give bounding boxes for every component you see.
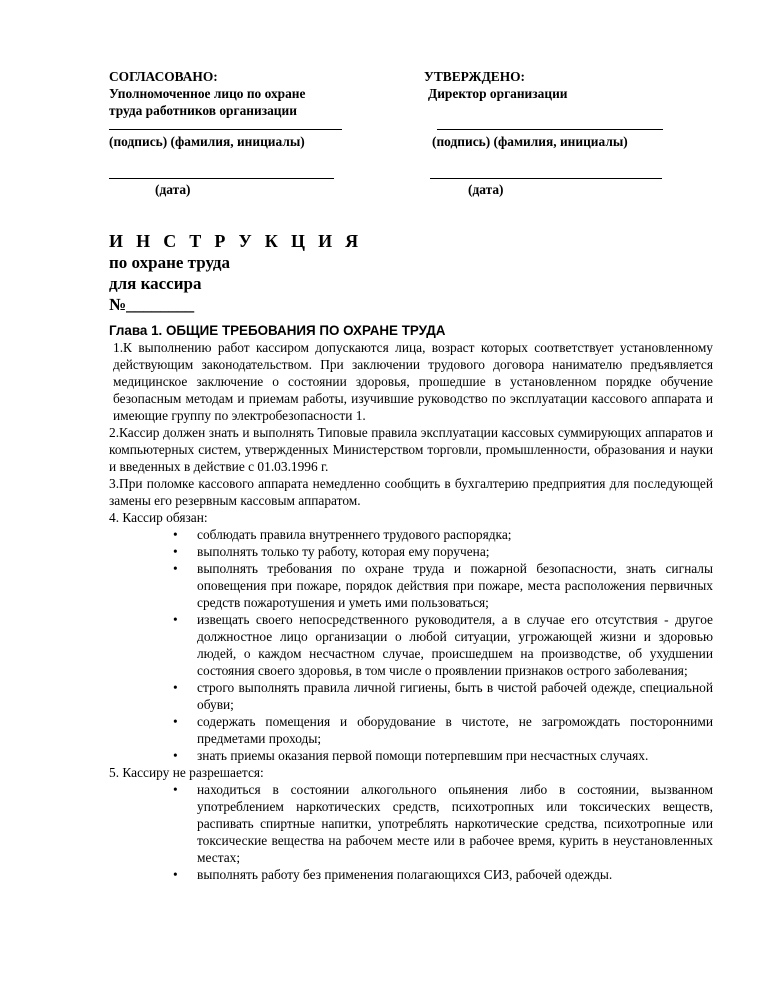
bullet-icon: • <box>173 680 178 695</box>
date-line-right <box>430 178 662 179</box>
title-number: №________ <box>109 295 195 314</box>
signature-line-right <box>437 129 663 130</box>
date-label-left: (дата) <box>155 182 191 197</box>
list-item: • содержать помещения и оборудование в чистоте, не загромождать посторонними предметами проходы; <box>173 714 713 746</box>
bullet-icon: • <box>173 748 178 763</box>
date-line-left <box>109 178 334 179</box>
approval-right-line1: Директор организации <box>428 86 568 101</box>
bullet-icon: • <box>173 782 178 797</box>
bullet-icon: • <box>173 527 178 542</box>
document-body <box>109 322 713 883</box>
duties-list <box>109 526 713 764</box>
paragraph-3: 3.При поломке кассового аппарата немедленно сообщить в бухгалтерию предприятия для последующей замены его резервным кассовым аппаратом. <box>109 476 713 508</box>
paragraph-1: 1.К выполнению работ кассиром допускаются лица, возраст которых соответствует установленному действующим законодательством. При заключении трудового договора нанимателю предъявляется медицинское заключение о состоянии здоровья, прошедшие в установленном порядке обучение безопасным методам и приемам работы, изучившие руководство по эксплуатации кассового аппарата и имеющие группу по электробезопасности 1. <box>113 340 713 423</box>
list-item: • извещать своего непосредственного руководителя, а в случае его отсутствия - другое должностное лицо организации о любой ситуации, угрожающей жизни и здоровью людей, о каждом несчастном случае, происшедшем на производстве, об ухудшении состояния своего здоровья, в том числе о проявлении признаков острого заболевания; <box>173 612 713 678</box>
signature-label-left: (подпись) (фамилия, инициалы) <box>109 134 305 149</box>
bullet-icon: • <box>173 714 178 729</box>
document-title <box>109 231 362 315</box>
prohibitions-list <box>109 781 713 883</box>
bullet-icon: • <box>173 544 178 559</box>
bullet-icon: • <box>173 867 178 882</box>
bullet-icon: • <box>173 612 178 627</box>
title-subject: по охране труда <box>109 253 230 272</box>
bullet-icon: • <box>173 561 178 576</box>
chapter-heading: Глава 1. ОБЩИЕ ТРЕБОВАНИЯ ПО ОХРАНЕ ТРУДА <box>109 323 446 338</box>
signature-line-left <box>109 129 342 130</box>
title-role: для кассира <box>109 274 202 293</box>
date-label-right: (дата) <box>468 182 504 197</box>
approval-right-title: УТВЕРЖДЕНО: <box>424 69 526 84</box>
list-item: • выполнять требования по охране труда и пожарной безопасности, знать сигналы оповещения при пожаре, порядок действия при пожаре, места расположения первичных средств пожаротушения и уметь ими пользоваться; <box>173 561 713 610</box>
list-item: • выполнять только ту работу, которая ему поручена; <box>173 544 490 559</box>
list-item: • выполнять работу без применения полагающихся СИЗ, рабочей одежды. <box>173 867 613 882</box>
signature-label-right: (подпись) (фамилия, инициалы) <box>432 134 628 149</box>
list-item: • знать приемы оказания первой помощи потерпевшим при несчастных случаях. <box>173 748 649 763</box>
approval-left-title: СОГЛАСОВАНО: <box>109 69 218 84</box>
list-item: • соблюдать правила внутреннего трудового распорядка; <box>173 527 512 542</box>
approval-left-line2: труда работников организации <box>109 103 297 118</box>
list-item: • находиться в состоянии алкогольного опьянения либо в состоянии, вызванном употреблением наркотических средств, психотропных или токсических веществ, распивать спиртные напитки, употреблять наркотические средства, психотропные или токсические вещества на рабочем месте или в рабочее время, курить в неустановленных местах; <box>173 782 713 865</box>
approval-left-line1: Уполномоченное лицо по охране <box>109 86 306 101</box>
paragraph-2: 2.Кассир должен знать и выполнять Типовые правила эксплуатации кассовых суммирующих аппаратов и компьютерных систем, утвержденных Министерством торговли, промышленности, образования и науки и введенных в действие с 01.03.1996 г. <box>109 425 713 474</box>
title-instruction: И Н С Т Р У К Ц И Я <box>109 231 363 251</box>
paragraph-5: 5. Кассиру не разрешается: <box>109 765 264 780</box>
list-item: • строго выполнять правила личной гигиены, быть в чистой рабочей одежде, специальной обуви; <box>173 680 713 712</box>
paragraph-4: 4. Кассир обязан: <box>109 510 208 525</box>
